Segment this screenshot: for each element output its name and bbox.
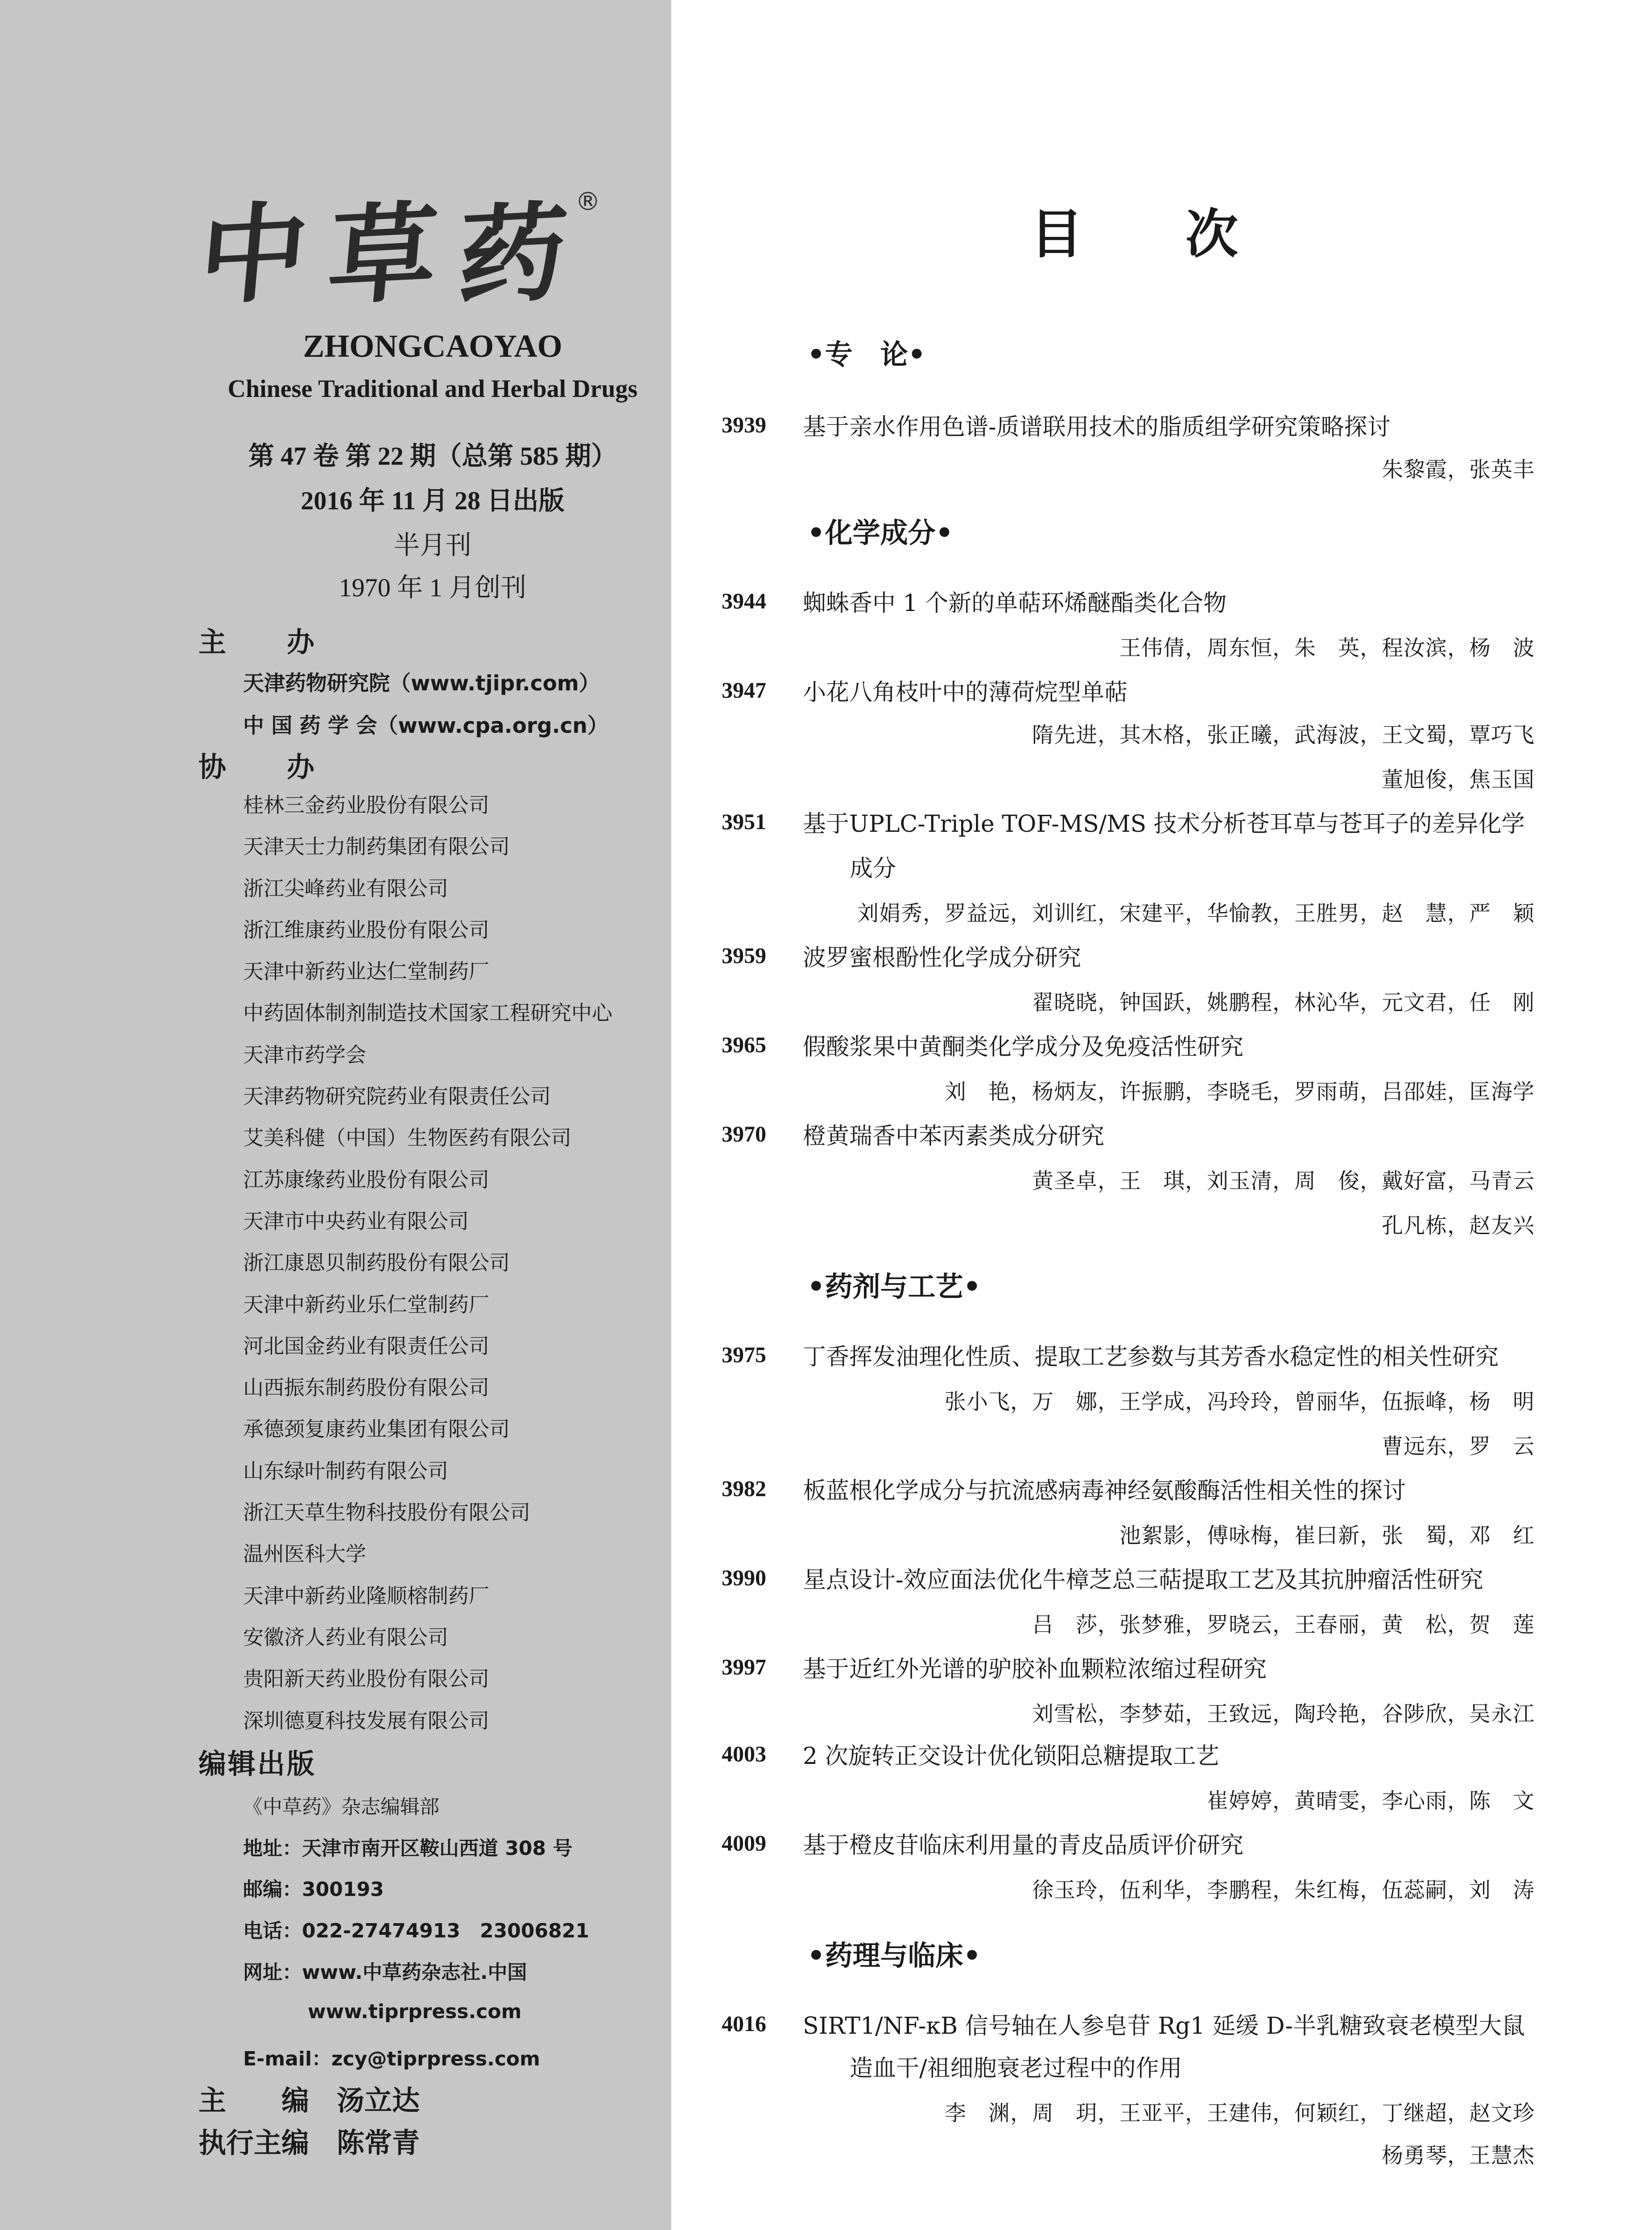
co-organizer-item: 山东绿叶制药有限公司: [243, 1458, 448, 1483]
toc-article-authors: 隋先进，其木格，张正曦，武海波，王文蜀，覃巧飞: [1032, 723, 1535, 747]
toc-page-number[interactable]: 3990: [722, 1565, 766, 1590]
toc-page-number[interactable]: 3975: [722, 1342, 766, 1367]
co-organizer-item: 浙江尖峰药业有限公司: [243, 876, 448, 900]
toc-article-authors: 徐玉玲，伍利华，李鹏程，朱红梅，伍蕊嗣，刘 涛: [1032, 1878, 1535, 1903]
toc-page-number[interactable]: 3939: [722, 412, 766, 437]
toc-page-number[interactable]: 3965: [722, 1032, 766, 1057]
toc-section-heading: •化学成分•: [807, 516, 954, 549]
co-organizer-list: [243, 789, 612, 1747]
logo-glyph: 药: [453, 188, 576, 320]
toc-article-title[interactable]: 基于UPLC-Triple TOF-MS/MS 技术分析苍耳草与苍耳子的差异化学: [803, 811, 1525, 838]
toc-page-number[interactable]: 3982: [722, 1476, 766, 1501]
toc-article-title[interactable]: 星点设计-效应面法优化牛樟芝总三萜提取工艺及其抗肿瘤活性研究: [803, 1567, 1483, 1594]
toc-section-heading: •药剂与工艺•: [807, 1270, 981, 1303]
toc-article-title[interactable]: 波罗蜜根酚性化学成分研究: [803, 945, 1082, 971]
issue-volume: 第 47 卷 第 22 期（总第 585 期）: [248, 442, 617, 471]
co-organizer-item: 艾美科健（中国）生物医药有限公司: [243, 1126, 571, 1150]
logo-glyph: 草: [323, 188, 447, 320]
founded-date: 1970 年 1 月创刊: [339, 573, 527, 602]
toc-article-title[interactable]: 小花八角枝叶中的薄荷烷型单萜: [803, 679, 1128, 706]
toc-article-authors: 王伟倩，周东恒，朱 英，程汝滨，杨 波: [1119, 636, 1535, 661]
toc-article-authors: 董旭俊，焦玉国: [1381, 767, 1535, 792]
toc-article-authors: 刘雪松，李梦茹，王致远，陶玲艳，谷陟欣，吴永江: [1032, 1701, 1535, 1726]
phone: 电话：022-27474913 23006821: [243, 1920, 589, 1942]
toc-title-char: 次: [1185, 203, 1239, 265]
co-organizer-item: 桂林三金药业股份有限公司: [243, 793, 489, 817]
toc-article-authors: 崔婷婷，黄晴雯，李心雨，陈 文: [1206, 1788, 1535, 1813]
co-organizer-item: 浙江康恩贝制药股份有限公司: [243, 1251, 510, 1275]
email: E-mail：zcy@tiprpress.com: [243, 2048, 540, 2070]
co-organizer-item: 河北国金药业有限责任公司: [243, 1334, 489, 1358]
toc-title: [1030, 192, 1238, 268]
frequency: 半月刊: [393, 531, 471, 560]
co-organizer-item: 中药固体制剂制造技术国家工程研究中心: [243, 1001, 612, 1025]
executive-editor: 执行主编 陈常青: [198, 2127, 420, 2159]
website-secondary: www.tiprpress.com: [308, 2000, 522, 2023]
co-organizer-item: 天津中新药业达仁堂制药厂: [243, 959, 489, 984]
toc-page-number[interactable]: 3959: [722, 943, 766, 968]
co-organizer-item: 山西振东制药股份有限公司: [243, 1375, 489, 1400]
journal-logo: [194, 185, 576, 320]
toc-page-number[interactable]: 4016: [722, 2011, 766, 2036]
co-organizer-item: 天津市药学会: [243, 1042, 366, 1067]
toc-article-title[interactable]: 假酸浆果中黄酮类化学成分及免疫活性研究: [803, 1034, 1244, 1061]
toc-article-authors: 李 渊，周 玥，王亚平，王建伟，何颖红，丁继超，赵文珍: [944, 2101, 1535, 2126]
co-organizer-item: 江苏康缘药业股份有限公司: [243, 1167, 489, 1192]
toc-section-heading: •药理与临床•: [807, 1939, 981, 1972]
sponsor-label: 主 办: [198, 626, 317, 658]
toc-article-authors: 黄圣卓，王 琪，刘玉清，周 俊，戴好富，马青云: [1032, 1169, 1535, 1193]
toc-page-number[interactable]: 3970: [722, 1121, 766, 1146]
co-organizer-item: 贵阳新天药业股份有限公司: [243, 1667, 489, 1691]
toc-article-authors: 池絮影，傅咏梅，崔曰新，张 蜀，邓 红: [1119, 1523, 1535, 1548]
toc-article-title[interactable]: 成分: [850, 855, 896, 882]
co-organizer-label: 协 办: [198, 751, 317, 783]
toc-article-authors: 刘 艳，杨炳友，许振鹏，李晓毛，罗雨萌，吕邵娃，匡海学: [944, 1079, 1535, 1104]
co-organizer-item: 天津中新药业乐仁堂制药厂: [243, 1292, 489, 1317]
toc-article-authors: 杨勇琴，王慧杰: [1381, 2143, 1535, 2168]
co-organizer-item: 天津市中央药业有限公司: [243, 1209, 469, 1233]
co-organizer-item: 天津天士力制药集团有限公司: [243, 834, 510, 859]
co-organizer-item: 温州医科大学: [243, 1542, 366, 1566]
toc-article-title[interactable]: SIRT1/NF-κB 信号轴在人参皂苷 Rg1 延缓 D-半乳糖致衰老模型大鼠: [803, 2013, 1525, 2040]
toc-article-authors: 张小飞，万 娜，王学成，冯玲玲，曾丽华，伍振峰，杨 明: [944, 1389, 1535, 1414]
toc-article-authors: 曹远东，罗 云: [1381, 1434, 1535, 1459]
toc-article-title[interactable]: 基于橙皮苷临床利用量的青皮品质评价研究: [803, 1832, 1244, 1859]
toc-article-authors: 翟晓晓，钟国跃，姚鹏程，林沁华，元文君，任 刚: [1032, 990, 1535, 1015]
toc-article-title[interactable]: 丁香挥发油理化性质、提取工艺参数与其芳香水稳定性的相关性研究: [803, 1344, 1499, 1371]
sponsor-item: 中 国 药 学 会（www.cpa.org.cn）: [243, 714, 608, 738]
co-organizer-item: 天津中新药业隆顺榕制药厂: [243, 1583, 489, 1608]
toc-page-number[interactable]: 4003: [722, 1741, 766, 1766]
co-organizer-item: 承德颈复康药业集团有限公司: [243, 1417, 510, 1441]
postcode: 邮编：300193: [243, 1878, 384, 1901]
toc-article-title[interactable]: 蜘蛛香中 1 个新的单萜环烯醚酯类化合物: [803, 590, 1227, 617]
toc-article-authors: 孔凡栋，赵友兴: [1381, 1213, 1535, 1238]
co-organizer-item: 浙江天草生物科技股份有限公司: [243, 1500, 530, 1525]
toc-article-authors: 刘娟秀，罗益远，刘训红，宋建平，华愉教，王胜男，赵 慧，严 颖: [857, 901, 1535, 926]
toc-page-number[interactable]: 3947: [722, 677, 766, 702]
toc-page-number[interactable]: 3997: [722, 1654, 766, 1679]
co-organizer-item: 浙江维康药业股份有限公司: [243, 917, 489, 942]
chief-editor: 主 编 汤立达: [198, 2084, 420, 2117]
logo-glyph: 中: [194, 188, 318, 320]
editorial-label: 编辑出版: [198, 1747, 317, 1780]
co-organizer-item: 深圳德夏科技发展有限公司: [243, 1708, 489, 1733]
co-organizer-item: 天津药物研究院药业有限责任公司: [243, 1084, 551, 1109]
address: 地址：天津市南开区鞍山西道 308 号: [243, 1837, 573, 1860]
toc-article-title[interactable]: 橙黄瑞香中苯丙素类成分研究: [803, 1123, 1105, 1150]
sponsor-item: 天津药物研究院（www.tjipr.com）: [243, 671, 600, 696]
toc-article-authors: 朱黎霞，张英丰: [1381, 457, 1535, 482]
toc-article-title[interactable]: 板蓝根化学成分与抗流感病毒神经氨酸酶活性相关性的探讨: [803, 1478, 1406, 1504]
registered-mark: ®: [575, 187, 600, 216]
publish-date: 2016 年 11 月 28 日出版: [301, 486, 565, 515]
toc-page-number[interactable]: 4009: [722, 1830, 766, 1855]
co-organizer-item: 安徽济人药业有限公司: [243, 1625, 448, 1649]
editorial-dept: 《中草药》杂志编辑部: [243, 1796, 439, 1818]
toc-title-char: 目: [1030, 203, 1083, 265]
sidebar-panel: [0, 0, 671, 2230]
toc-page-number[interactable]: 3951: [722, 809, 766, 834]
toc-article-authors: 吕 莎，张梦雅，罗晓云，王春丽，黄 松，贺 莲: [1032, 1612, 1535, 1637]
toc-article-title[interactable]: 造血干/祖细胞衰老过程中的作用: [850, 2055, 1182, 2082]
toc-article-title[interactable]: 基于亲水作用色谱-质谱联用技术的脂质组学研究策略探讨: [803, 414, 1391, 441]
toc-article-title[interactable]: 基于近红外光谱的驴胶补血颗粒浓缩过程研究: [803, 1656, 1267, 1683]
website: 网址：www.中草药杂志社.中国: [243, 1961, 527, 1984]
journal-name-english: Chinese Traditional and Herbal Drugs: [227, 375, 638, 403]
toc-article-title[interactable]: 2 次旋转正交设计优化锁阳总糖提取工艺: [803, 1743, 1219, 1770]
toc-section-heading: •专 论•: [807, 338, 926, 371]
toc-page-number[interactable]: 3944: [722, 588, 766, 613]
journal-name-pinyin: ZHONGCAOYAO: [303, 328, 562, 364]
